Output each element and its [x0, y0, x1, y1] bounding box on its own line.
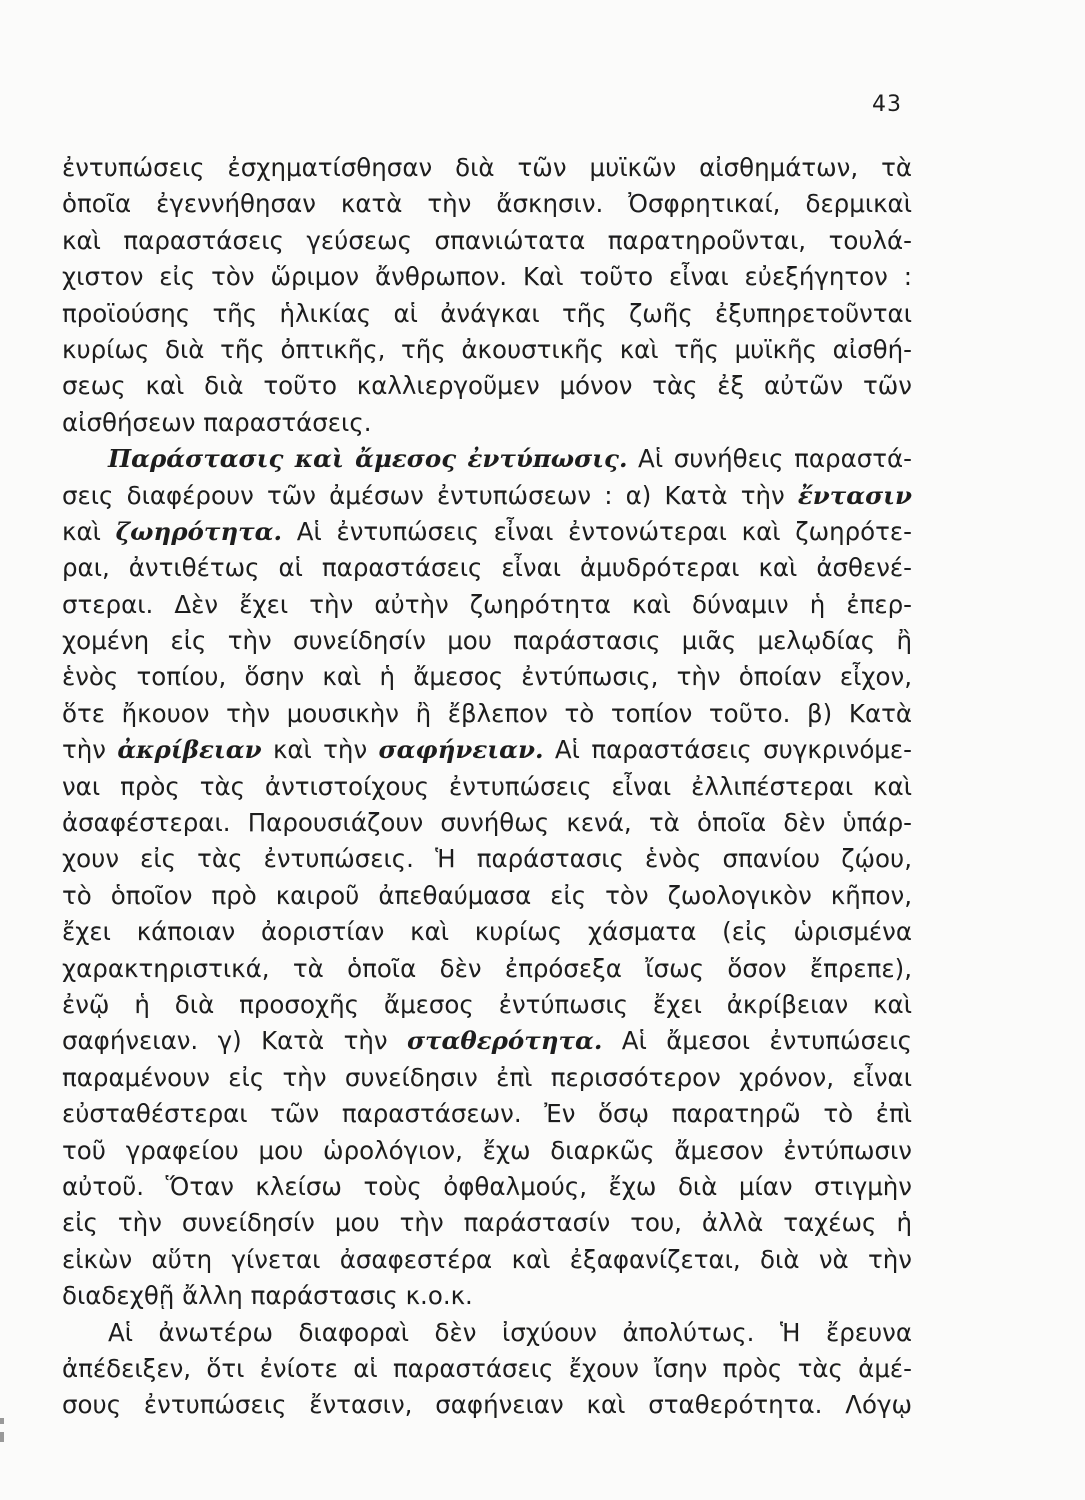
emphasis-term: σταθερότητα. [406, 1026, 603, 1056]
text-line: σους ἐντυπώσεις ἔντασιν, σαφήνειαν καὶ σταθερότητα. Λόγῳ [62, 1390, 912, 1420]
text-line: ἀπέδειξεν, ὅτι ἐνίοτε αἱ παραστάσεις ἔχουν ἴσην πρὸς τὰς ἀμέ- [62, 1353, 912, 1383]
text-line: στεραι. Δὲν ἔχει τὴν αὐτὴν ζωηρότητα καὶ δύναμιν ἡ ἐπερ- [62, 589, 912, 619]
scan-edge-mark [0, 1418, 4, 1424]
text-line: παραμένουν εἰς τὴν συνείδησιν ἐπὶ περισσότερον χρόνον, εἶναι [62, 1062, 912, 1092]
emphasis-term: σαφήνειαν. [378, 735, 544, 765]
text-line: ἀσαφέστεραι. Παρουσιάζουν συνήθως κενά, τὰ ὁποῖα δὲν ὑπάρ- [62, 808, 912, 838]
text-line: αὐτοῦ. Ὅταν κλείσω τοὺς ὀφθαλμούς, ἔχω διὰ μίαν στιγμὴν [62, 1171, 912, 1201]
paragraph-end-line: διαδεχθῇ ἄλλη παράστασις κ.ο.κ. [62, 1281, 473, 1311]
text-line: ραι, ἀντιθέτως αἱ παραστάσεις εἶναι ἀμυδρότεραι καὶ ἀσθενέ- [62, 553, 912, 583]
text-line: χουν εἰς τὰς ἐντυπώσεις. Ἡ παράστασις ἑνὸς σπανίου ζῴου, [62, 844, 912, 874]
scan-edge-mark [0, 1432, 4, 1442]
text-line: τοῦ γραφείου μου ὡρολόγιον, ἔχω διαρκῶς ἄμεσον ἐντύπωσιν [62, 1135, 912, 1165]
emphasis-term: ἀκρίβειαν [117, 735, 262, 765]
emphasis-term: ἔντασιν [797, 480, 912, 510]
text-line: σαφήνειαν. γ) Κατὰ τὴν σταθερότητα. Αἱ ἄμεσοι ἐντυπώσεις [62, 1026, 913, 1056]
text-line: ἐνῷ ἡ διὰ προσοχῆς ἄμεσος ἐντύπωσις ἔχει ἀκρίβειαν καὶ [62, 989, 912, 1019]
text-line: σεως καὶ διὰ τοῦτο καλλιεργοῦμεν μόνον τὰς ἐξ αὐτῶν τῶν [62, 371, 912, 401]
text-line: τὴν ἀκρίβειαν καὶ τὴν σαφήνειαν. Αἱ παραστάσεις συγκρινόμε- [62, 735, 912, 765]
body-text [62, 150, 912, 1424]
text-line: σεις διαφέρουν τῶν ἀμέσων ἐντυπώσεων : α) Κατὰ τὴν ἔντασιν [62, 480, 912, 510]
paragraph-start-line: Αἱ ἀνωτέρω διαφοραὶ δὲν ἰσχύουν ἀπολύτως. Ἡ ἔρευνα [108, 1317, 912, 1347]
text-line: ἑνὸς τοπίου, ὅσην καὶ ἡ ἄμεσος ἐντύπωσις, τὴν ὁποίαν εἶχον, [62, 662, 912, 692]
text-line: χαρακτηριστικά, τὰ ὁποῖα δὲν ἐπρόσεξα ἴσως ὅσον ἔπρεπε), [62, 953, 912, 983]
text-line: χιστον εἰς τὸν ὥριμον ἄνθρωπον. Καὶ τοῦτο εἶναι εὐεξήγητον : [62, 262, 912, 292]
page-number: 43 [872, 92, 902, 117]
emphasis-term: ζωηρότητα. [115, 516, 283, 546]
text-line: ὅτε ἤκουον τὴν μουσικὴν ἢ ἔβλεπον τὸ τοπίον τοῦτο. β) Κατὰ [62, 698, 912, 728]
text-line: ἔχει κάποιαν ἀοριστίαν καὶ κυρίως χάσματα (εἰς ὡρισμένα [62, 917, 912, 947]
text-line: εἰς τὴν συνείδησίν μου τὴν παράστασίν του, ἀλλὰ ταχέως ἡ [62, 1208, 912, 1238]
section-heading-line: Παράστασις καὶ ἄμεσος ἐντύπωσις. Αἱ συνήθεις παραστά- [108, 444, 912, 474]
text-line: ὁποῖα ἐγεννήθησαν κατὰ τὴν ἄσκησιν. Ὀσφρητικαί, δερμικαὶ [62, 189, 912, 219]
text-line: εὐσταθέστεραι τῶν παραστάσεων. Ἐν ὅσῳ παρατηρῶ τὸ ἐπὶ [62, 1099, 912, 1129]
text-line: καὶ παραστάσεις γεύσεως σπανιώτατα παρατηροῦνται, τουλά- [62, 225, 912, 255]
section-heading: Παράστασις καὶ ἄμεσος ἐντύπωσις. [108, 444, 628, 474]
text-line: προϊούσης τῆς ἡλικίας αἱ ἀνάγκαι τῆς ζωῆς ἐξυπηρετοῦνται [62, 298, 912, 328]
text-line: χομένη εἰς τὴν συνείδησίν μου παράστασις μιᾶς μελῳδίας ἢ [62, 626, 912, 656]
text-line: καὶ ζωηρότητα. Αἱ ἐντυπώσεις εἶναι ἐντονώτεραι καὶ ζωηρότε- [62, 516, 913, 546]
text-line: εἰκὼν αὕτη γίνεται ἀσαφεστέρα καὶ ἐξαφανίζεται, διὰ νὰ τὴν [62, 1244, 912, 1274]
text-line: τὸ ὁποῖον πρὸ καιροῦ ἀπεθαύμασα εἰς τὸν ζωολογικὸν κῆπον, [62, 880, 912, 910]
paragraph-end-line: αἰσθήσεων παραστάσεις. [62, 407, 372, 437]
text-line: ναι πρὸς τὰς ἀντιστοίχους ἐντυπώσεις εἶναι ἐλλιπέστεραι καὶ [62, 771, 912, 801]
text-line: ἐντυπώσεις ἐσχηματίσθησαν διὰ τῶν μυϊκῶν αἰσθημάτων, τὰ [62, 153, 912, 182]
text-line: κυρίως διὰ τῆς ὀπτικῆς, τῆς ἀκουστικῆς καὶ τῆς μυϊκῆς αἰσθή- [62, 334, 912, 364]
